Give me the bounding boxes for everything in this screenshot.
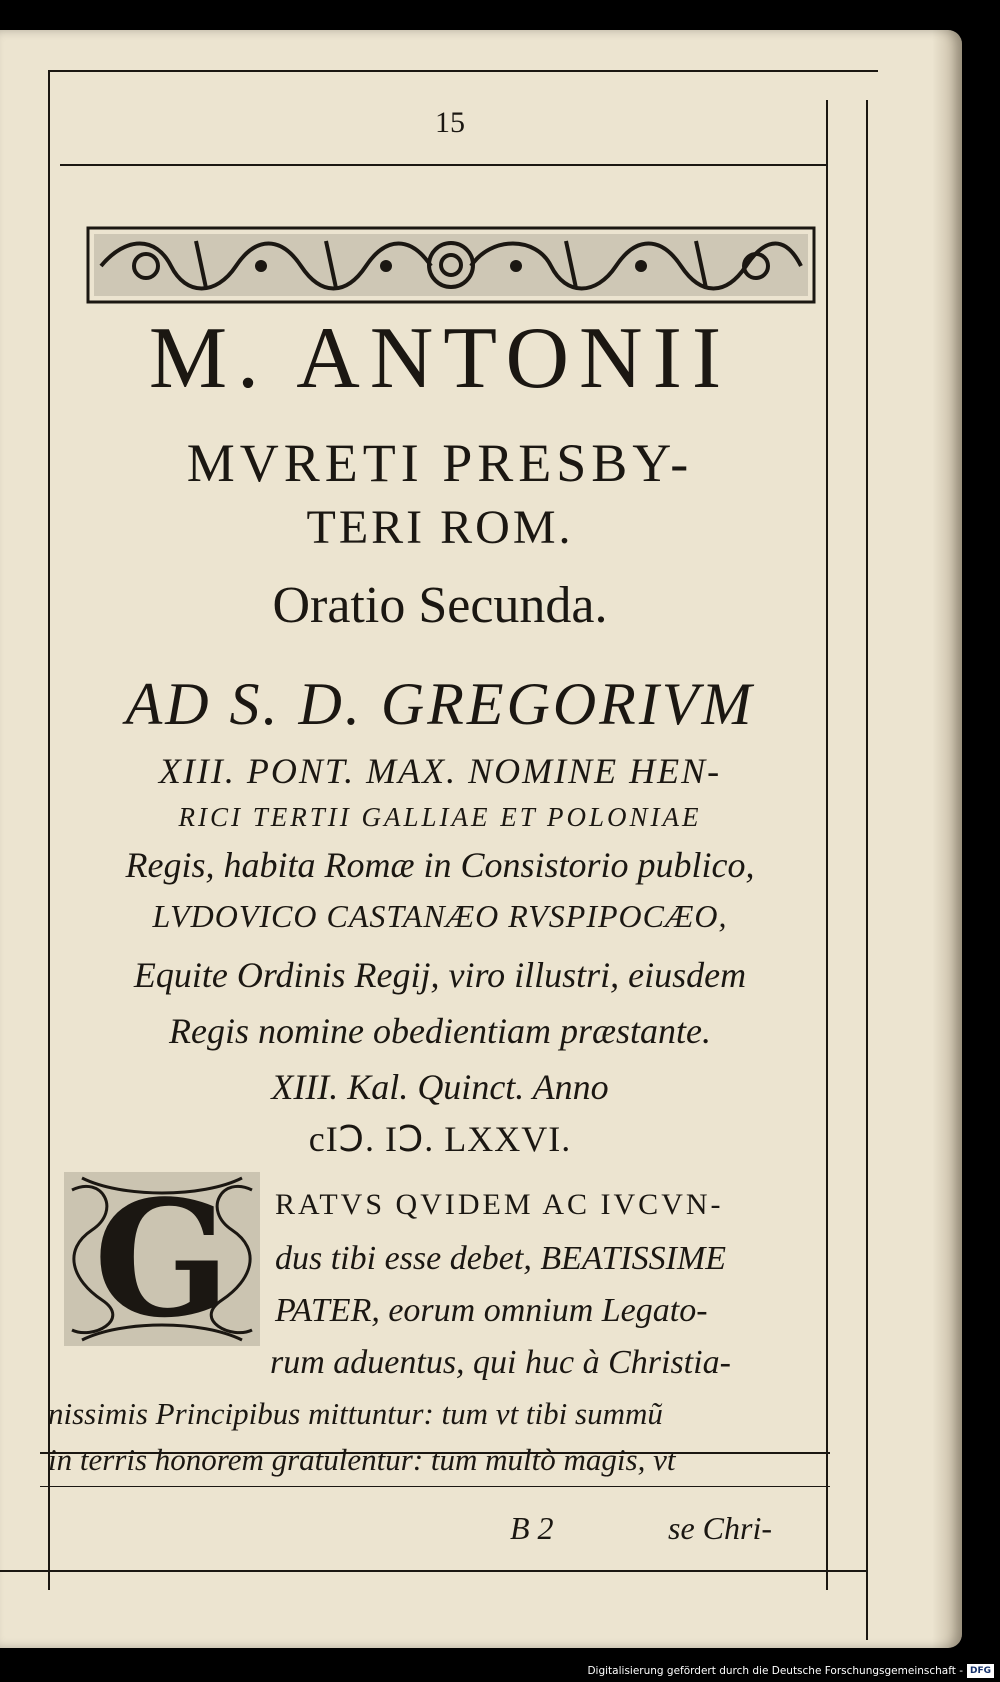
- subtitle-line-4: Regis, habita Romæ in Consistorio publico,: [125, 845, 755, 885]
- signature-mark: B 2: [510, 1510, 554, 1546]
- page-edge-shadow: [932, 30, 962, 1648]
- dfg-logo-icon: DFG: [967, 1664, 994, 1678]
- frame-bottom-line: [0, 1570, 868, 1572]
- footer-rule-upper: [40, 1486, 830, 1487]
- body-line-5: nissimis Principibus mittuntur: tum vt tibi summũ: [48, 1396, 663, 1431]
- title-line-2: MVRETI PRESBY-: [186, 433, 694, 493]
- subtitle-line-2: XIII. PONT. MAX. NOMINE HEN-: [158, 751, 722, 791]
- catchword: se Chri-: [668, 1510, 772, 1546]
- title-line-1: M. ANTONII: [148, 310, 732, 407]
- decorated-initial: [62, 1165, 262, 1353]
- book-page: [0, 30, 962, 1648]
- subtitle-line-8: XIII. Kal. Quinct. Anno: [271, 1067, 609, 1107]
- subtitle-line-3: RICI TERTII GALLIAE ET POLONIAE: [178, 802, 702, 832]
- body-line-1: RATVS QVIDEM AC IVCVN-: [275, 1188, 724, 1221]
- body-line-3: PATER, eorum omnium Legato-: [275, 1292, 708, 1329]
- credit-text: Digitalisierung gefördert durch die Deutsche Forschungsgemeinschaft -: [587, 1665, 963, 1677]
- ornamental-headpiece-icon: [86, 226, 816, 304]
- body-line-4: rum aduentus, qui huc à Christia-: [270, 1344, 731, 1381]
- body-line-6: in terris honorem gratulentur: tum multò magis, vt: [48, 1442, 676, 1477]
- body-line-2: dus tibi esse debet, BEATISSIME: [275, 1240, 727, 1277]
- subtitle-line-1: AD S. D. GREGORIVM: [125, 671, 755, 737]
- page-number: 15: [435, 106, 465, 139]
- title-line-3: TERI ROM.: [306, 501, 574, 554]
- frame-top-line: [48, 70, 878, 72]
- frame-right-line-outer: [866, 100, 868, 1640]
- subtitle-line-9: cIↃ. IↃ. LXXVI.: [308, 1119, 572, 1159]
- title-line-4: Oratio Secunda.: [272, 577, 608, 634]
- header-rule: [60, 164, 828, 166]
- subtitle-line-7: Regis nomine obedientiam præstante.: [169, 1011, 711, 1051]
- digitization-credit: [0, 1660, 1000, 1682]
- subtitle-line-5: LVDOVICO CASTANÆO RVSPIPOCÆO,: [152, 898, 728, 934]
- subtitle-line-6: Equite Ordinis Regij, viro illustri, eiusdem: [133, 955, 747, 995]
- initial-letter: G: [93, 1165, 231, 1353]
